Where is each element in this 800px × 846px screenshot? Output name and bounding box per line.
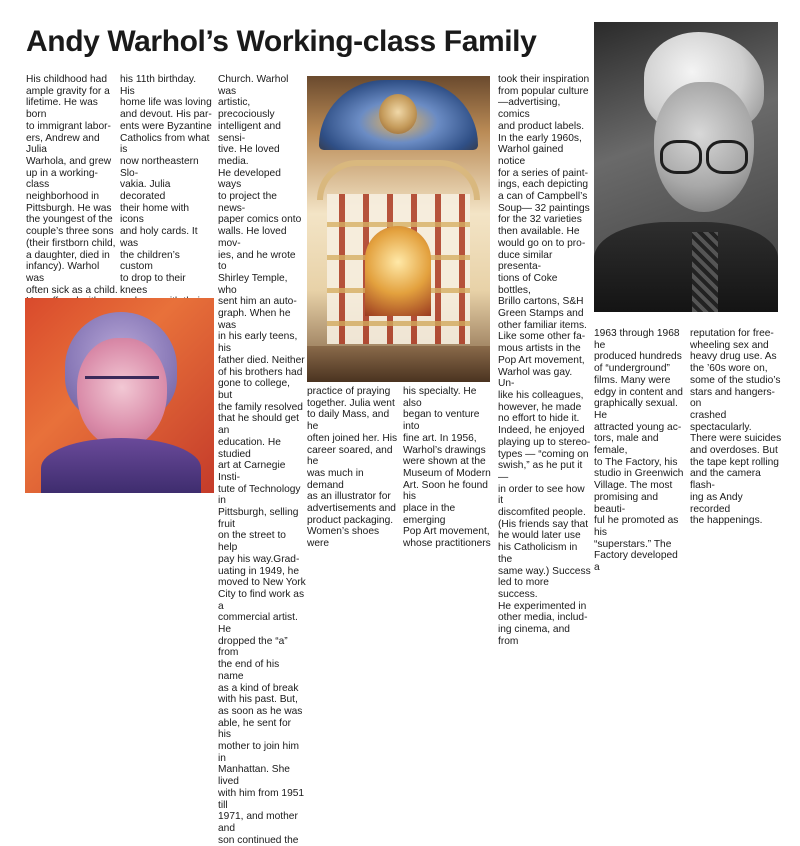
article-column-5: his specialty. He also began to venture into fine art. In 1956, Warhol’s drawings were shown at the Museum of Modern Art. Soon he found his place in the emerging Pop Art movement, whose practitioners [403,386,491,550]
article-column-4: practice of praying together. Julia went to daily Mass, and he often joined her. His career soared, and he was much in demand as an illustrator for advertisements and product packaging. Women’s shoes were [307,386,398,550]
article-headline: Andy Warhol’s Working-class Family [26,25,537,58]
church-floor [307,346,490,382]
warhol-coat [594,222,778,312]
portrait-glasses [85,376,159,397]
article-column-7: 1963 through 1968 he produced hundreds of “underground” films. Many were edgy in content and graphically sexual. He attracted young ac- tors, male and female, to The Factory, his studio in Greenwich Village. The most promising and beauti- ful he promoted as his “superstars.” The Factory developed a [594,328,684,574]
article-column-3: Church. Warhol was artistic, precociously intelligent and sensi- tive. He loved media. He developed ways to project the news- paper comics onto walls. He loved mov- ies, and he wrote to Shirley Temple, who sent him an auto- graph. When he was in his early teens, his father died. Neither of his brothers had gone to college, but the family resolved that he should get an education. He studied art at Carnegie Insti- tute of Technology in Pittsburgh, selling fruit on the street to help pay his way.Grad- uating in 1949, he moved to New York City to find work as a commercial artist. He dropped the “a” from the end of his name as a kind of break with his past. But, as soon as he was able, he sent for his mother to join him in Manhattan. She lived with him from 1951 till 1971, and mother and son continued the [218,74,306,846]
warhol-tie [692,232,718,312]
article-column-8: reputation for free- wheeling sex and heavy drug use. As the ’60s wore on, some of the studio’s stars and hangers-on crashed spectacularly. There were suicides and overdoses. But the tape kept rolling and the camera flash- ing as Andy recorded the happenings. [690,328,782,527]
portrait-body [41,438,201,493]
article-column-1: His childhood had ample gravity for a lifetime. He was born to immigrant labor- ers, Andrew and Julia Warhola, and grew up in a working-class neighborhood in Pittsburgh. He was the youngest of the couple’s three sons (their firstborn child, a daughter, died in infancy). Warhol was often sick as a child. [26,74,118,296]
andy-warhol-photo [594,22,778,312]
julia-warhola-portrait [25,298,214,493]
warhol-glasses-right [706,140,748,174]
warhol-glasses-left [660,140,702,174]
altar [365,226,431,316]
article-column-6: took their inspiration from popular culture —advertising, comics and product labels. In the early 1960s, Warhol gained notice for a series of paint- ings, each depicting a can of Campbell’s Soup— 32 paintings for the 32 varieties then available. He would go on to pro- duce similar presenta- tions of Coke bottles, Brillo cartons, S&H Green Stamps and other familiar items. Like some other fa- mous artists in the Pop Art movement, Warhol was gay. Un- like his colleagues, however, he made no effort to hide it. Indeed, he enjoyed playing up to stereo- types — “coming on swish,” as he put it — in order to see how it discomfited people. (His friends say that he would later use his Catholicism in the same way.) Success led to more success. He experimented in other media, includ- ing cinema, and from [498,74,591,647]
dome-icon-painting [379,94,417,134]
article-column-2: his 11th birthday. His home life was loving and devout. His par- ents were Byzantine Catholics from what is now northeastern Slo- vakia. Julia decorated their home with icons and holy cards. It was the children’s custom to drop to their knees [120,74,212,296]
church-interior-photo [307,76,490,382]
